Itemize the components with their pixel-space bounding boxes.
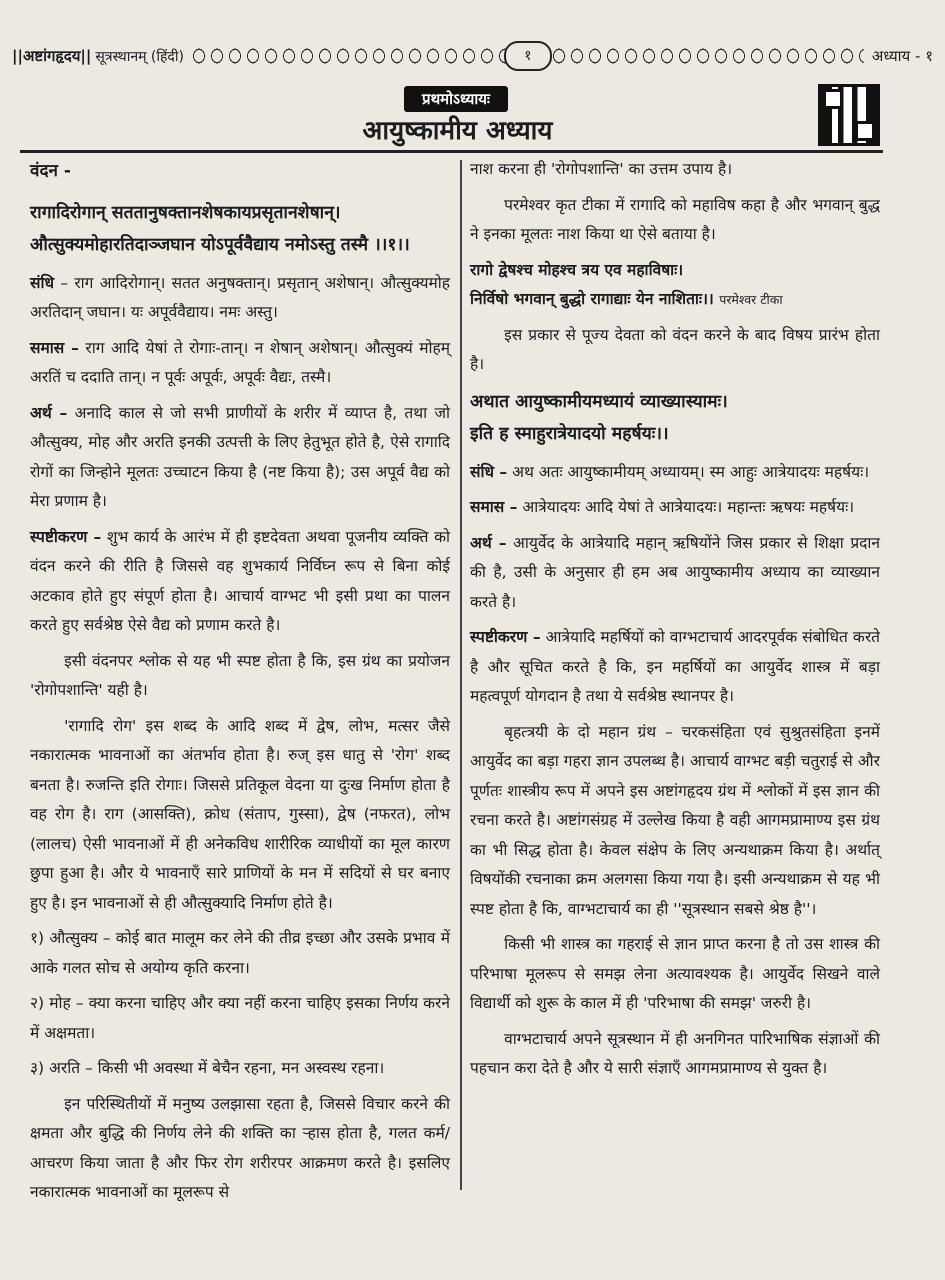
spashtikaran-paragraph: [470, 623, 880, 712]
column-divider: [460, 160, 462, 1190]
samas-text: आत्रेयादयः आदि येषां ते आत्रेयादयः। महान्तः ऋषयः महर्षयः।: [517, 498, 855, 516]
chapter-badge: प्रथमोऽध्यायः: [404, 86, 508, 112]
right-column: [470, 155, 880, 1090]
quote-source: परमेश्वर टीका: [719, 292, 783, 307]
title-rule: [20, 150, 883, 153]
sandhi-paragraph: [470, 458, 880, 488]
arth-paragraph: [470, 529, 880, 618]
body-paragraph: किसी भी शास्त्र का गहराई से ज्ञान प्राप्त करना है तो उस शास्त्र की परिभाषा मूलरूप से समझ लेना अत्यावश्यक है। आयुर्वेद सिखने वाले विद्यार्थी को शुरू के काल में ही 'परिभाषा की समझ' जरुरी है।: [470, 935, 880, 1012]
body-paragraph: इसी वंदनपर श्लोक से यह भी स्पष्ट होता है कि, इस ग्रंथ का प्रयोजन 'रोगोपशान्ति' यही है।: [30, 651, 450, 699]
body-paragraph: इन परिस्थितीयों में मनुष्य उलझासा रहता है, जिससे विचार करने की क्षमता और बुद्धि की निर्णय लेने की शक्ति का ऱ्हास होता है, गलत कर्म/आचरण किया जाता है और फिर रोग शरीरपर आक्रमण करते है। इसलिए नकारात्मक भावनाओं का मूलरूप से: [30, 1094, 450, 1201]
shloka-1-line-1: रागादिरोगान् सततानुषक्तानशेषकायप्रसृतानशेषान्।: [30, 202, 341, 223]
quote-verse: [470, 256, 880, 315]
left-column: [30, 155, 450, 1214]
samas-text: राग आदि येषां ते रोगाः-तान्। न शेषान् अशेषान्। औत्सुक्यं मोहम् अरतिं च ददाति तान्। न पूर्वः अपूर्वः, अपूर्वः वैद्यः, तस्मै।: [30, 338, 450, 386]
shloka-2: [470, 386, 880, 450]
shloka-1-line-2: औत्सुक्यमोहारतिदाञ्जघान योऽपूर्ववैद्याय नमोऽस्तु तस्मै ।।१।।: [30, 234, 410, 255]
qr-code-icon: [818, 84, 880, 146]
shloka-1: [30, 197, 450, 261]
samas-label: समास –: [470, 498, 518, 516]
body-paragraph: परमेश्वर कृत टीका में रागादि को महाविष कहा है और भगवान् बुद्ध ने इनका मूलतः नाश किया था ऐसे बताया है।: [470, 195, 880, 243]
body-paragraph: नाश करना ही 'रोगोपशान्ति' का उत्तम उपाय है।: [470, 160, 733, 178]
running-header: [12, 38, 933, 74]
body-paragraph: बृहत्त्रयी के दो महान ग्रंथ – चरकसंहिता एवं सुश्रुतसंहिता इनमें आयुर्वेद का बड़ा गहरा ज्ञान उपलब्ध है। आचार्य वाग्भट बड़ी चतुराई से और पूर्णतः शास्त्रीय रूप में अपने इस अष्टांगहृदय ग्रंथ में श्लोकों में इस ज्ञान की रचना करते है। अष्टांगसंग्रह में उल्लेख किया है वही आगमप्रामाण्य इस ग्रंथ का भी सिद्ध होता है। केवल संक्षेप के लिए अन्यथाक्रम किया है। अर्थात् विषयोंकी रचनाका क्रम अलगसा किया गया है। इसी अन्यथाक्रम से यह भी स्पष्ट होता है कि, वाग्भटाचार्य का ही ''सूत्रस्थान सबसे श्रेष्ठ है''।: [470, 722, 880, 918]
body-paragraph: इस प्रकार से पूज्य देवता को वंदन करने के बाद विषय प्रारंभ होता है।: [470, 325, 880, 373]
spashtikaran-text: आत्रेयादि महर्षियों को वाग्भटाचार्य आदरपूर्वक संबोधित करते है और सूचित करते है कि, इन महर्षियों का आयुर्वेद शास्त्र में बड़ा महत्वपूर्ण योगदान है तथा ये सर्वश्रेष्ठ स्थानपर है।: [470, 628, 880, 705]
body-paragraph: 'रागादि रोग' इस शब्द के आदि शब्द में द्वेष, लोभ, मत्सर जैसे नकारात्मक भावनाओं का अंतर्भाव होता है। रुज् इस धातु से 'रोग' शब्द बनता है। रुजन्ति इति रोगाः। जिससे प्रतिकूल वेदना या दुःख निर्माण होता है वह रोग है। राग (आसक्ति), क्रोध (संताप, गुस्सा), द्वेष (नफरत), लोभ (लालच) ऐसी भावनाओं में ही अनेकविध शारीरिक व्याधीयों का मूल कारण छुपा हुआ है। और ये भावनाएँ सारे प्राणियों के मन में सदियों से घर बनाए हुए है। इन भावनाओं से ही औत्सुक्यादि निर्माण होते है।: [30, 716, 450, 912]
arth-text: अनादि काल से जो सभी प्राणीयों के शरीर में व्याप्त है, तथा जो औत्सुक्य, मोह और अरति इनकी उत्पत्ती के लिए हेतुभूत होते है, ऐसे रागादि रोगों का जिन्होने मूलतः उच्चाटन किया है (नष्ट किया है); उस अपूर्व वैद्य को मेरा प्रणाम है।: [30, 403, 450, 510]
shloka-2-line-1: अथात आयुष्कामीयमध्यायं व्याख्यास्यामः।: [470, 391, 728, 412]
arth-label: अर्थ –: [470, 533, 507, 552]
header-book-title: ||अष्टांगहृदय|| सूत्रस्थानम् (हिंदी): [12, 47, 184, 65]
spashtikaran-label: स्पष्टीकरण –: [30, 527, 102, 546]
list-item: १) औत्सुक्य – कोई बात मालूम कर लेने की तीव्र इच्छा और उसके प्रभाव में आके गलत सोच से अयोग्य कृति करना।: [30, 929, 450, 977]
sandhi-label: संधि –: [470, 462, 508, 481]
shloka-2-line-2: इति ह स्माहुरात्रेयादयो महर्षयः।।: [470, 423, 669, 444]
sandhi-text: – राग आदिरोगान्। सतत अनुषक्तान्। प्रसृतान् अशेषान्। औत्सुक्यमोह अरतिदान् जघान। यः अपूर्ववैद्याय। नमः अस्तु।: [30, 273, 450, 321]
arth-label: अर्थ –: [30, 403, 68, 422]
header-section: सूत्रस्थानम् (हिंदी): [95, 49, 184, 65]
samas-label: समास –: [30, 338, 79, 357]
samas-paragraph: [30, 334, 450, 393]
spashtikaran-label: स्पष्टीकरण –: [470, 628, 541, 646]
quote-line-2: निर्विषो भगवान् बुद्धो रागाद्याः येन नाशिताः।। परमेश्वर टीका: [470, 290, 783, 308]
sandhi-paragraph: [30, 269, 450, 328]
arth-text: आयुर्वेद के आत्रेयादि महान् ऋषियोंने जिस प्रकार से शिक्षा प्रदान की है, उसी के अनुसार ही हम अब आयुष्कामीय अध्याय का व्याख्यान करते है।: [470, 533, 880, 611]
quote-line-1: रागो द्वेषश्च मोहश्च त्रय एव महाविषाः।: [470, 260, 684, 279]
chapter-title: आयुष्कामीय अध्याय: [362, 116, 553, 146]
samas-paragraph: [470, 493, 880, 523]
sandhi-text: अथ अतः आयुष्कामीयम् अध्यायम्। स्म आहुः आत्रेयादयः महर्षयः।: [507, 462, 870, 481]
page-number: १: [504, 41, 552, 71]
body-paragraph: वाग्भटाचार्य अपने सूत्रस्थान में ही अनगिनत पारिभाषिक संज्ञाओं की पहचान करा देते है और ये सारी संज्ञाएँ आगमप्रामाण्य से युक्त है।: [470, 1029, 880, 1077]
list-item: ३) अरति – किसी भी अवस्था में बेचैन रहना, मन अस्वस्थ रहना।: [30, 1059, 385, 1077]
arth-paragraph: [30, 399, 450, 517]
header-chapter-label: अध्याय - १: [871, 47, 933, 65]
spashtikaran-paragraph: [30, 523, 450, 641]
list-item: २) मोह – क्या करना चाहिए और क्या नहीं करना चाहिए इसका निर्णय करने में अक्षमता।: [30, 994, 450, 1042]
vandan-heading: वंदन -: [30, 161, 71, 181]
chain-ornament: [190, 45, 866, 67]
sandhi-label: संधि: [30, 273, 55, 292]
spashtikaran-text: शुभ कार्य के आरंभ में ही इष्टदेवता अथवा पूजनीय व्यक्ति को वंदन करने की रीति है जिससे वह शुभकार्य निर्विघ्न रूप से बिना कोई अटकाव होते हुए संपूर्ण होता है। आचार्य वाग्भट भी इसी प्रथा का पालन करते हुए सर्वश्रेष्ठ ऐसे वैद्य को प्रणाम करते है।: [30, 527, 450, 634]
